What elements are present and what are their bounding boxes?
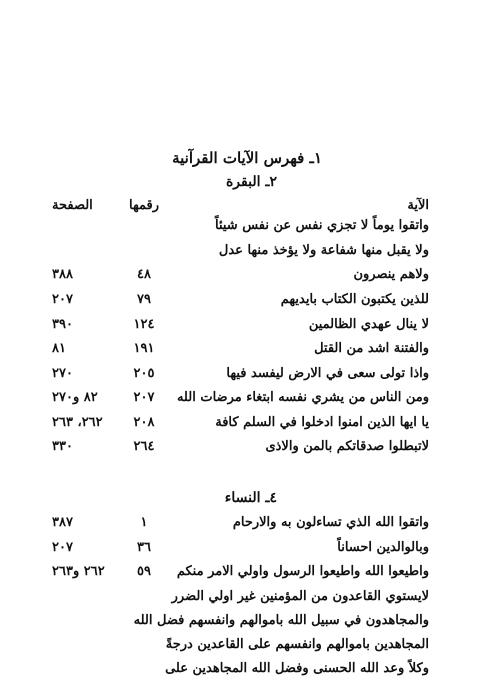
- verse-text: ومن الناس من يشري نفسه ابتغاء مرضات الله: [176, 390, 429, 405]
- verse-row: [0, 243, 482, 261]
- verse-text: وبالوالدين احساناً: [337, 540, 429, 555]
- page-reference: ٨١: [52, 341, 66, 356]
- page-reference: ٢٠٧: [52, 540, 73, 555]
- verse-number: ١٢٤: [133, 317, 155, 332]
- verse-text: واتقوا الله الذي تساءلون به والارحام: [232, 515, 429, 530]
- verse-number: ٥٩: [137, 564, 151, 579]
- page-reference: ٢٠٧: [52, 292, 73, 307]
- verse-number: ٢٠٨: [133, 415, 155, 430]
- verse-row: [0, 267, 482, 285]
- verse-row: [0, 515, 482, 533]
- page-reference: ٢٦٢، ٢٦٣: [52, 415, 103, 430]
- section-heading-nisa: ٤ـ النساء: [224, 490, 277, 506]
- verse-text: يا ايها الذين امنوا ادخلوا في السلم كافة: [215, 415, 429, 430]
- verse-text: لاتبطلوا صدقاتكم بالمن والاذى: [265, 439, 429, 454]
- verse-row: [0, 317, 482, 335]
- verse-number: ١: [140, 515, 148, 530]
- verse-text: واطيعوا الله واطيعوا الرسول واولي الامر منكم: [176, 564, 429, 579]
- verse-row: [0, 218, 482, 236]
- page-reference: ٢٧٠: [52, 366, 73, 381]
- page-reference: ٣٩٠: [52, 317, 73, 332]
- verse-number: ١٩١: [133, 341, 155, 356]
- verse-row: [0, 390, 482, 408]
- section-heading-baqara: ٢ـ البقرة: [225, 174, 277, 190]
- verse-row: [0, 661, 482, 679]
- page-reference: ٨٢ و٢٧٠: [52, 390, 98, 405]
- verse-row: [0, 341, 482, 359]
- verse-number: ٢٠٥: [133, 366, 155, 381]
- verse-number: ٧٩: [137, 292, 151, 307]
- page-reference: ٣٨٧: [52, 515, 73, 530]
- verse-text: المجاهدين باموالهم وانفسهم على القاعدين درجةً: [165, 637, 429, 652]
- column-header-verse: الآية: [407, 198, 429, 213]
- verse-row: [0, 366, 482, 384]
- verse-number: ٢٦٤: [133, 439, 155, 454]
- verse-text: والمجاهدون في سبيل الله باموالهم وانفسهم فضل الله: [133, 613, 429, 628]
- verse-text: ولا يقبل منها شفاعة ولا يؤخذ منها عدل: [218, 243, 429, 258]
- verse-row: [0, 292, 482, 310]
- verse-text: وكلاً وعد الله الحسنى وفضل الله المجاهدين على: [165, 661, 429, 676]
- verse-row: [0, 415, 482, 433]
- verse-row: [0, 540, 482, 558]
- verse-text: للذين يكتبون الكتاب بايديهم: [280, 292, 429, 307]
- verse-row: [0, 439, 482, 457]
- verse-row: [0, 589, 482, 607]
- verse-text: واذا تولى سعى في الارض ليفسد فيها: [226, 366, 429, 381]
- column-header-number: رقمها: [129, 198, 159, 213]
- page-reference: ٣٨٨: [52, 267, 73, 282]
- column-header-page: الصفحة: [52, 198, 93, 213]
- verse-text: ولاهم ينصرون: [353, 267, 429, 282]
- verse-text: والفتنة اشد من القتل: [314, 341, 429, 356]
- verse-row: [0, 637, 482, 655]
- verse-text: لا ينال عهدي الظالمين: [308, 317, 429, 332]
- verse-text: واتقوا يوماً لا تجزي نفس عن نفس شيئاً: [214, 218, 429, 233]
- verse-number: ٢٠٧: [133, 390, 155, 405]
- verse-row: [0, 564, 482, 582]
- verse-number: ٤٨: [137, 267, 151, 282]
- page-reference: ٢٦٢ و٢٦٣: [52, 564, 105, 579]
- page-reference: ٣٣٠: [52, 439, 73, 454]
- verse-number: ٣٦: [137, 540, 151, 555]
- verse-text: لايستوي القاعدون من المؤمنين غير اولي الضرر: [171, 589, 429, 604]
- verse-row: [0, 613, 482, 631]
- index-title: ١ـ فهرس الآيات القرآنية: [172, 149, 322, 167]
